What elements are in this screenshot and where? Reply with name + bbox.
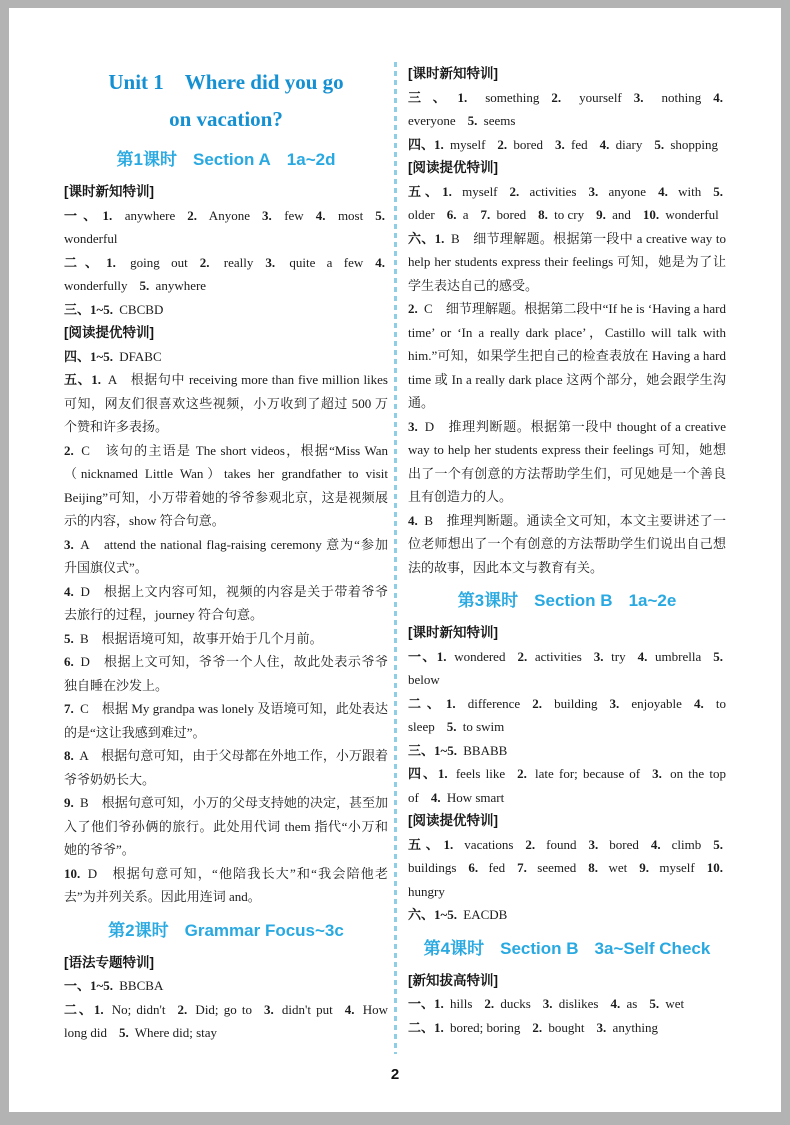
item-number: 3. — [408, 418, 418, 434]
training-block-header: [阅读提优特训] — [408, 813, 498, 828]
answer-text: bored — [601, 836, 639, 852]
answer-text: late for; because of — [529, 766, 641, 781]
item-number: 8. — [538, 207, 548, 222]
item-number: 一、1~5. — [64, 978, 114, 993]
answer-text: hungry — [408, 883, 445, 899]
answer-text: try — [606, 648, 626, 664]
answer-text: B 根据语境可知，故事开始于几个月前。 — [76, 630, 323, 646]
item-number: 3. — [593, 648, 604, 664]
answer-line — [64, 368, 388, 439]
item-number: 二、1. — [64, 254, 116, 270]
section-header-part: 1a~2e — [628, 591, 677, 610]
answer-text: activities — [522, 183, 577, 199]
section-header-part: Section B — [500, 938, 579, 958]
answer-line — [408, 903, 726, 927]
item-number: 2. — [64, 442, 74, 458]
item-number: 四、1. — [408, 136, 444, 152]
answer-text: as — [623, 996, 638, 1011]
item-number: 五、1. — [408, 183, 452, 199]
answer-text: Did; go to — [190, 1001, 253, 1017]
item-number: 9. — [64, 795, 74, 810]
item-number: 3. — [542, 996, 553, 1011]
item-number: 2. — [525, 836, 536, 852]
item-number: 4. — [375, 254, 385, 270]
item-number: 5. — [713, 836, 723, 852]
answer-text: found — [538, 836, 577, 852]
answer-text: something — [470, 89, 540, 105]
answer-text: C 根据 My grandpa was lonely 及语境可知，此处表达的是“这让我感到难过”。 — [64, 701, 388, 740]
item-number: 2. — [497, 136, 508, 152]
answer-text: How smart — [443, 789, 505, 805]
answer-text: D 根据句意可知，“他陪我长大”和“我会陪他老去”为并列关系。因此用连词 and。 — [64, 865, 388, 904]
answer-text: wonderful — [64, 231, 118, 246]
item-number: 三、1~5. — [64, 301, 114, 317]
item-number: 3. — [588, 183, 599, 199]
answer-line — [408, 133, 726, 157]
answer-line — [64, 697, 388, 744]
item-number: 6. — [468, 860, 479, 875]
answer-text: Anyone — [200, 207, 250, 223]
answer-line — [408, 833, 726, 904]
item-number: 5. — [654, 136, 665, 152]
answer-text: wet — [601, 860, 628, 875]
answer-text: enjoyable — [622, 695, 682, 711]
answer-text: activities — [530, 648, 582, 664]
section-header-part: 1a~2d — [286, 150, 336, 169]
item-number: 10. — [64, 865, 81, 881]
item-number: 2. — [517, 766, 527, 781]
answer-text: few — [274, 207, 304, 223]
answer-text: wonderful — [662, 207, 719, 222]
item-number: 四、1~5. — [64, 348, 114, 364]
answer-line — [64, 345, 388, 369]
answer-text: feels like — [450, 766, 506, 781]
training-block-header: [新知拔高特训] — [408, 972, 498, 988]
item-number: 4. — [637, 648, 648, 664]
item-number: 5. — [64, 630, 74, 646]
unit-title — [64, 64, 388, 138]
answer-text: EACDB — [460, 907, 508, 922]
item-number: 4. — [344, 1001, 355, 1017]
answer-text: A attend the national flag-raising ceremony 意为“参加升国旗仪式”。 — [64, 536, 388, 575]
answer-text: with — [670, 183, 702, 199]
item-number: 3. — [555, 136, 565, 152]
item-number: 7. — [480, 207, 491, 222]
answer-text: wonderfully — [64, 278, 128, 293]
answer-text: seems — [480, 113, 516, 128]
answer-text: A 根据句中 receiving more than five million likes 可知，网友们很喜欢这些视频，小万收到了超过 500 万个赞和许多表扬。 — [64, 372, 388, 434]
item-number: 二、1. — [408, 695, 456, 711]
unit-title-line: on vacation? — [169, 107, 283, 131]
item-number: 5. — [118, 1025, 129, 1040]
item-number: 10. — [706, 860, 723, 875]
item-number: 5. — [139, 278, 150, 293]
item-number: 2. — [199, 254, 210, 270]
item-number: 5. — [375, 207, 385, 223]
right-column — [408, 62, 726, 1039]
answer-text: vacations — [456, 836, 514, 852]
item-number: 4. — [610, 996, 621, 1011]
item-number: 五、1. — [408, 836, 454, 852]
item-number: 六、1. — [408, 230, 445, 246]
answer-text: buildings — [408, 860, 457, 875]
item-number: 8. — [588, 860, 599, 875]
answer-text: hills — [446, 996, 473, 1011]
column-divider — [394, 62, 397, 1054]
answer-text: bored; boring — [446, 1019, 521, 1035]
section-header-part: 第4课时 — [423, 938, 485, 958]
training-block-header: [课时新知特训] — [408, 66, 498, 81]
item-number: 二、1. — [64, 1001, 104, 1017]
lesson-section-header — [64, 147, 388, 173]
answer-line — [408, 227, 726, 298]
item-number: 4. — [658, 183, 668, 199]
answer-text: building — [544, 695, 598, 711]
answer-line — [408, 645, 726, 692]
item-number: 7. — [64, 701, 74, 716]
answer-line — [408, 86, 726, 133]
item-number: 3. — [264, 1001, 274, 1017]
answer-line — [64, 204, 388, 251]
item-number: 5. — [713, 648, 723, 664]
training-block-header: [阅读提优特训] — [64, 325, 154, 340]
left-column — [64, 62, 388, 1045]
section-header-part: Section A — [193, 150, 271, 169]
item-number: 3. — [265, 254, 276, 270]
item-number: 三、1~5. — [408, 742, 458, 758]
item-number: 三、1. — [408, 89, 468, 105]
answer-line — [408, 762, 726, 809]
item-number: 2. — [532, 695, 542, 711]
answer-text: Where did; stay — [131, 1025, 218, 1040]
answer-text: DFABC — [116, 348, 162, 364]
answer-line — [64, 650, 388, 697]
answer-text: shopping — [667, 136, 719, 152]
item-number: 3. — [64, 536, 74, 552]
item-number: 3. — [652, 766, 662, 781]
answer-line — [408, 739, 726, 763]
item-number: 4. — [693, 695, 704, 711]
answer-text: to sleep — [408, 695, 726, 734]
item-number: 2. — [509, 183, 520, 199]
item-number: 一、1. — [64, 207, 113, 223]
answer-line — [64, 862, 388, 909]
answer-line — [408, 992, 726, 1016]
item-number: 4. — [430, 789, 441, 805]
answer-text: seemed — [529, 860, 577, 875]
item-number: 2. — [532, 1019, 543, 1035]
answer-line — [64, 974, 388, 998]
answer-text: really — [212, 254, 254, 270]
section-header-part: Grammar Focus~3c — [184, 920, 344, 940]
answer-text: wondered — [449, 648, 506, 664]
answer-text: ducks — [497, 996, 531, 1011]
answer-text: myself — [454, 183, 498, 199]
answer-text: anything — [609, 1019, 659, 1035]
item-number: 5. — [446, 719, 457, 734]
answer-text: B 细节理解题。根据第一段中 a creative way to help her students express their feelings 可知，她是为了让学生表达自己的感受。 — [408, 230, 726, 293]
answer-line — [64, 791, 388, 862]
item-number: 2. — [408, 301, 418, 316]
answer-text: below — [408, 672, 440, 687]
answer-line — [408, 1016, 726, 1040]
item-number: 一、1. — [408, 648, 447, 664]
answer-line — [64, 298, 388, 322]
section-header-part: 第2课时 — [108, 920, 169, 940]
item-number: 2. — [517, 648, 528, 664]
answer-line — [64, 251, 388, 298]
item-number: 3. — [261, 207, 272, 223]
answer-line — [64, 627, 388, 651]
answer-text: going out — [118, 254, 188, 270]
answer-text: everyone — [408, 113, 456, 128]
item-number: 3. — [596, 1019, 607, 1035]
answer-line — [408, 692, 726, 739]
answer-line — [408, 180, 726, 227]
item-number: 4. — [599, 136, 610, 152]
answer-text: C 该句的主语是 The short videos，根据“Miss Wan（nicknamed Little Wan）takes her grandfather to visit Beijing”可知，小万带着她的爷爷参观北京，这是视频展示的内容，show 符合句意。 — [64, 442, 388, 528]
answer-line — [64, 744, 388, 791]
answer-text: climb — [663, 836, 702, 852]
item-number: 2. — [177, 1001, 188, 1017]
answer-text: C 细节理解题。根据第二段中“If he is ‘Having a hard time’ or ‘In a really dark place’，Castillo will talk with him.”可知，如果学生把自己的检查表放在 Having a hard time 或 In a really dark place 这两个部分，她会跟学生沟通。 — [408, 301, 726, 410]
item-number: 3. — [588, 836, 599, 852]
item-number: 3. — [633, 89, 644, 105]
item-number: 10. — [642, 207, 660, 222]
answer-text: anyone — [601, 183, 647, 199]
answer-text: bored — [510, 136, 544, 152]
answer-text: fed — [567, 136, 588, 152]
item-number: 6. — [64, 654, 74, 669]
answer-text: yourself — [564, 89, 622, 105]
answer-text: D 根据上文可知，爷爷一个人住，故此处表示爷爷独自睡在沙发上。 — [64, 654, 388, 693]
item-number: 3. — [609, 695, 620, 711]
answer-text: most — [328, 207, 364, 223]
item-number: 6. — [446, 207, 457, 222]
unit-title-line: Unit 1 Where did you go — [108, 70, 344, 94]
answer-text: difference — [458, 695, 521, 711]
item-number: 9. — [596, 207, 606, 222]
answer-text: BBCBA — [116, 978, 164, 993]
answer-text: fed — [481, 860, 506, 875]
item-number: 二、1. — [408, 1019, 444, 1035]
answer-text: to swim — [459, 719, 505, 734]
answer-line — [408, 415, 726, 509]
section-header-part: 3a~Self Check — [594, 938, 711, 958]
answer-text: anywhere — [115, 207, 176, 223]
answer-text: nothing — [646, 89, 702, 105]
lesson-section-header — [408, 936, 726, 962]
answer-text: anywhere — [152, 278, 207, 293]
item-number: 5. — [713, 183, 723, 199]
book-page — [9, 8, 781, 1112]
answer-text: BBABB — [460, 742, 508, 758]
answer-text: on the top of — [408, 766, 726, 805]
answer-text: myself — [651, 860, 695, 875]
page-number: 2 — [390, 1066, 400, 1083]
answer-text: quite a few — [278, 254, 364, 270]
answer-line — [64, 533, 388, 580]
item-number: 4. — [64, 583, 74, 599]
answer-text: CBCBD — [116, 301, 164, 317]
answer-text: B 根据句意可知，小万的父母支持她的决定，甚至加入了他们爷孙俩的旅行。此处用代词 them 指代“小万和她的爷爷”。 — [64, 795, 388, 857]
item-number: 五、1. — [64, 372, 101, 387]
answer-line — [64, 439, 388, 533]
section-header-part: 第1课时 — [116, 150, 177, 169]
section-header-part: 第3课时 — [457, 591, 519, 610]
item-number: 8. — [64, 748, 74, 763]
section-header-part: Section B — [534, 591, 613, 610]
answer-line — [64, 580, 388, 627]
training-block-header: [课时新知特训] — [408, 625, 498, 640]
answer-line — [64, 998, 388, 1045]
answer-text: and — [608, 207, 631, 222]
answer-text: older — [408, 207, 435, 222]
item-number: 4. — [650, 836, 661, 852]
answer-text: D 根据上文内容可知，视频的内容是关于带着爷爷去旅行的过程，journey 符合句意。 — [64, 583, 388, 622]
training-block-header: [阅读提优特训] — [408, 160, 498, 175]
answer-text: A 根据句意可知，由于父母都在外地工作，小万跟着爷爷奶奶长大。 — [64, 748, 388, 787]
item-number: 9. — [639, 860, 649, 875]
lesson-section-header — [64, 918, 388, 944]
answer-line — [408, 509, 726, 580]
item-number: 一、1. — [408, 996, 444, 1011]
item-number: 2. — [187, 207, 198, 223]
answer-text: to cry — [550, 207, 585, 222]
answer-text: umbrella — [650, 648, 702, 664]
answer-text: wet — [662, 996, 685, 1011]
item-number: 7. — [517, 860, 527, 875]
answer-text: How long did — [64, 1001, 388, 1040]
answer-text: didn't put — [276, 1001, 333, 1017]
answer-text: diary — [612, 136, 643, 152]
lesson-section-header — [408, 588, 726, 614]
answer-text: bought — [545, 1019, 585, 1035]
answer-text: a — [459, 207, 469, 222]
answer-text: dislikes — [555, 996, 599, 1011]
item-number: 4. — [315, 207, 326, 223]
answer-text: bored — [493, 207, 527, 222]
training-block-header: [课时新知特训] — [64, 184, 154, 199]
answer-line — [408, 297, 726, 415]
answer-text: D 推理判断题。根据第一段中 thought of a creative way to help her students express their feelings 可知，她想出了一个有创意的方法帮助学生们，可见她是一个善良且有创造力的人。 — [408, 418, 726, 504]
answer-text: No; didn't — [106, 1001, 166, 1017]
item-number: 5. — [649, 996, 660, 1011]
item-number: 四、1. — [408, 766, 448, 781]
item-number: 2. — [551, 89, 562, 105]
item-number: 4. — [713, 89, 723, 105]
item-number: 六、1~5. — [408, 907, 458, 922]
training-block-header: [语法专题特训] — [64, 954, 154, 970]
answer-text: B 推理判断题。通读全文可知，本文主要讲述了一位老师想出了一个有创意的方法帮助学生们说出自己想法的故事，因此本文与教育有关。 — [408, 512, 726, 575]
item-number: 5. — [467, 113, 478, 128]
item-number: 2. — [484, 996, 495, 1011]
item-number: 4. — [408, 512, 418, 528]
answer-text: myself — [446, 136, 486, 152]
